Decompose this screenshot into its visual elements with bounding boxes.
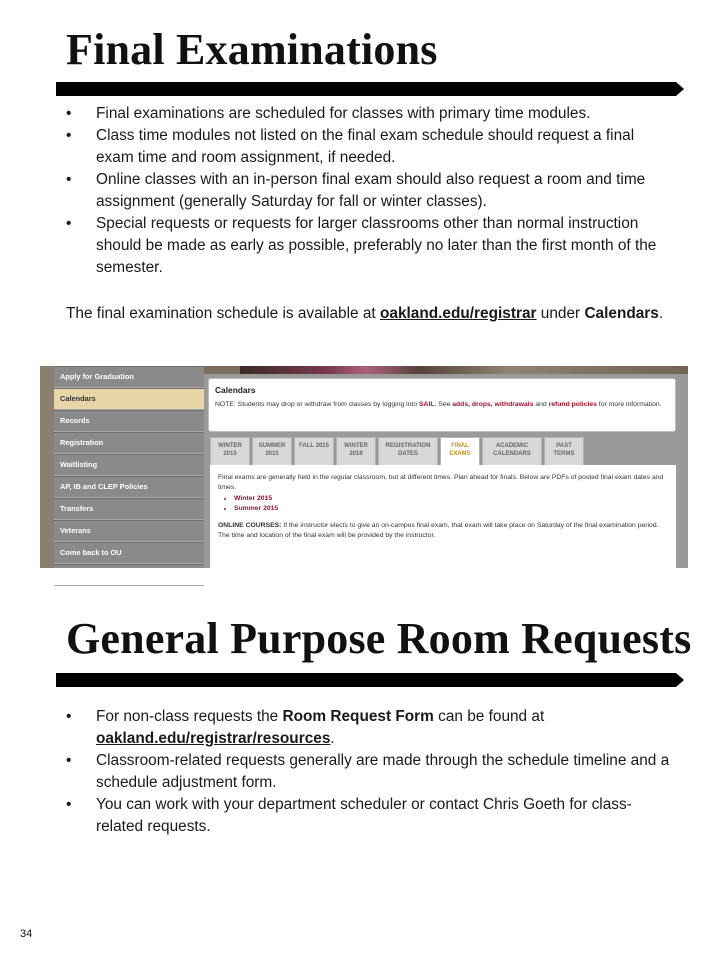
tab-winter-2016[interactable]: WINTER 2016 [336, 437, 376, 465]
tab-past-terms[interactable]: PAST TERMS [544, 437, 584, 465]
banner-photo [240, 366, 688, 374]
tab-final-exams[interactable]: FINAL EXAMS [440, 437, 480, 465]
page-number: 34 [20, 928, 33, 940]
adds-drops-link[interactable]: adds, drops, withdrawals [452, 401, 534, 408]
tab-winter-2015[interactable]: WINTER 2015 [210, 437, 250, 465]
sidebar-item-ap-ib-clep[interactable]: AP, IB and CLEP Policies [54, 476, 204, 498]
sidebar-item-transfers[interactable]: Transfers [54, 498, 204, 520]
refund-policies-link[interactable]: refund policies [548, 401, 597, 408]
tab-fall-2015[interactable]: FALL 2015 [294, 437, 334, 465]
section-title-room-requests: General Purpose Room Requests [66, 614, 692, 663]
sidebar-item-faculty-staff-resources[interactable]: Faculty/Staff Resources [54, 564, 204, 586]
panel-intro: Final exams are generally held in the regular classroom, but at different times. Plan ahead for finals. Below are PDFs of posted final exam dates and times. [218, 474, 664, 491]
online-courses-note: ONLINE COURSES: If the instructor elects to give an on-campus final exam, that exam will take place on Saturday of the final examination period. The time and location of the final exam will be provided by the instructor. [218, 522, 659, 539]
tab-summer-2015[interactable]: SUMMER 2015 [252, 437, 292, 465]
calendar-content-area [204, 374, 688, 568]
title-underline-bar [56, 82, 684, 96]
list-item[interactable]: • Summer 2015 [234, 504, 676, 514]
sidebar-item-calendars[interactable]: Calendars [54, 388, 204, 410]
list-item: • Classroom-related requests generally are made through the schedule timeline and a schedule adjustment form. [66, 752, 670, 791]
list-item: • Class time modules not listed on the final exam schedule should request a final exam time and room assignment, if needed. [66, 127, 635, 166]
exam-pdf-list [210, 494, 676, 513]
sidebar-item-come-back-to-ou[interactable]: Come back to OU [54, 542, 204, 564]
tab-academic-calendars[interactable]: ACADEMIC CALENDARS [482, 437, 542, 465]
sidebar-item-records[interactable]: Records [54, 410, 204, 432]
sidebar-item-apply-for-graduation[interactable]: Apply for Graduation [54, 366, 204, 388]
final-exams-panel [210, 465, 676, 568]
sidebar-item-registration[interactable]: Registration [54, 432, 204, 454]
background-photo [40, 366, 54, 568]
registrar-calendar-screenshot [40, 366, 688, 579]
calendars-heading: Calendars [215, 385, 256, 395]
list-item: • Final examinations are scheduled for classes with primary time modules. [66, 105, 591, 122]
list-item[interactable]: • Winter 2015 [234, 494, 676, 504]
schedule-availability-paragraph: The final examination schedule is available at oakland.edu/registrar under Calendars. [66, 305, 664, 322]
list-item: • For non-class requests the Room Request Form can be found at oakland.edu/registrar/resources. [66, 708, 545, 747]
section-title-final-examinations: Final Examinations [66, 25, 438, 74]
registrar-sidebar-nav [54, 366, 204, 579]
list-item: • Special requests or requests for larger classrooms other than normal instruction should be made as early as possible, preferably no later than the first month of the semester. [66, 215, 657, 276]
title-underline-bar [56, 673, 684, 687]
term-tabs [210, 437, 586, 465]
tab-registration-dates[interactable]: REGISTRATION DATES [378, 437, 438, 465]
final-exam-bullet-list [66, 103, 676, 279]
sail-link[interactable]: SAIL [419, 401, 435, 408]
sidebar-item-waitlisting[interactable]: Waitlisting [54, 454, 204, 476]
calendars-notice-box [208, 378, 676, 432]
registrar-link[interactable]: oakland.edu/registrar [379, 305, 537, 322]
room-request-bullet-list [66, 706, 676, 838]
list-item: • Online classes with an in-person final exam should also request a room and time assignment (generally Saturday for fall or winter classes). [66, 171, 646, 210]
list-item: • You can work with your department scheduler or contact Chris Goeth for class-related requests. [66, 796, 632, 835]
calendars-note: NOTE: Students may drop or withdraw from classes by logging into SAIL. See adds, drops, withdrawals and refund policies for more information. [215, 401, 662, 408]
registrar-resources-link[interactable]: oakland.edu/registrar/resources [96, 730, 331, 747]
sidebar-item-veterans[interactable]: Veterans [54, 520, 204, 542]
